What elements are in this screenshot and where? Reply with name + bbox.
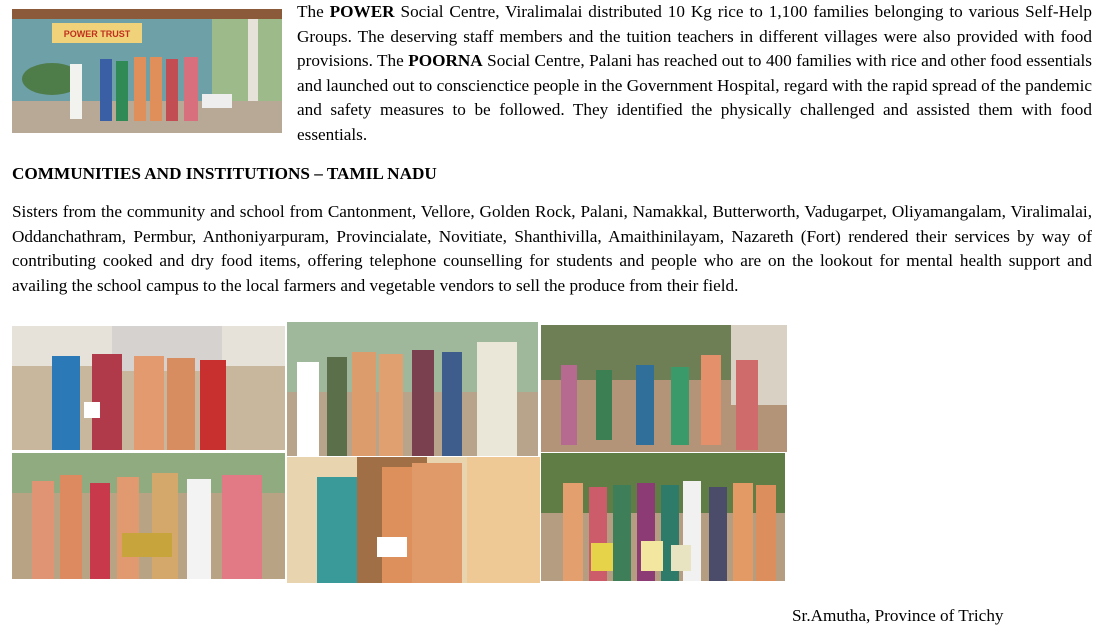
photo-distribution-group	[12, 453, 285, 579]
photo-distribution-street	[287, 322, 538, 456]
intro-paragraph: The POWER Social Centre, Viralimalai distributed 10 Kg rice to 1,100 families belonging to various Self-Help Groups. The deserving staff members and the tuition teachers in different villages were also provided with food provisions. The POORNA Social Centre, Palani has reached out to 400 families with rice and other food essentials and launched out to conscienctice people in the Government Hospital, regard with the rapid spread of the pandemic and safety measures to be followed. They identified the physically challenged and assisted them with food essentials.	[297, 2, 1092, 144]
photo-sign-text: POWER TRUST	[63, 29, 131, 39]
body-paragraph: Sisters from the community and school from Cantonment, Vellore, Golden Rock, Palani, Namakkal, Butterworth, Vadugarpet, Oliyamangalam, Viralimalai, Oddanchathram, Permbur, Anthoniyarpuram, Provincialate, Novitiate, Shanthivilla, Amaithinilayam, Nazareth (Fort) rendered their services by way of contributing cooked and dry food items, offering telephone counselling for students and people who are on the lookout for mental health support and availing the school campus to the local farmers and vegetable vendors to sell the produce from their field.	[12, 202, 1092, 295]
photo-distribution-doorway	[287, 457, 540, 583]
photo-distribution-car	[12, 326, 285, 450]
power-name: POWER	[329, 2, 395, 21]
signature: Sr.Amutha, Province of Trichy	[792, 606, 1004, 625]
photo-distribution-sacks	[541, 453, 785, 581]
photo-distribution-courtyard	[541, 325, 787, 452]
section-heading: COMMUNITIES AND INSTITUTIONS – TAMIL NADU	[12, 164, 437, 183]
poorna-name: POORNA	[408, 51, 483, 71]
photo-power-centre-distribution	[12, 9, 282, 133]
